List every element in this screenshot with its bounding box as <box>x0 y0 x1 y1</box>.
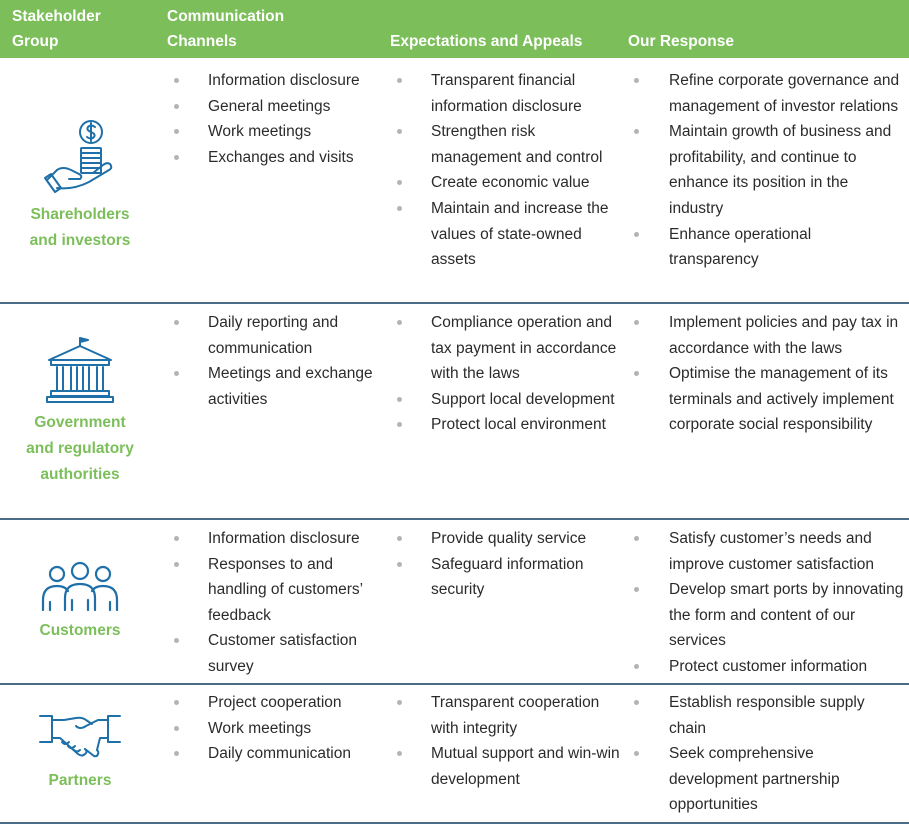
group-label: Partners <box>48 772 112 789</box>
group-label: Government and regulatory authorities <box>26 414 134 483</box>
response-list <box>669 690 904 818</box>
bullet-icon <box>174 104 179 109</box>
bullet-icon <box>634 371 639 376</box>
list-item: Optimise the management of its terminals and actively implement corporate social responsibility <box>669 361 904 438</box>
list-item: Refine corporate governance and management of investor relations <box>669 68 904 119</box>
list-item: Create economic value <box>431 170 621 196</box>
bullet-icon <box>634 78 639 83</box>
list-item: Satisfy customer’s needs and improve customer satisfaction <box>669 526 904 577</box>
expectations-list <box>431 526 621 603</box>
bullet-icon <box>634 664 639 669</box>
list-item: Enhance operational transparency <box>669 222 904 273</box>
bullet-icon <box>174 700 179 705</box>
group-label: Customers <box>39 622 121 639</box>
list-item: Protect customer information <box>669 654 904 680</box>
group-shareholders <box>0 118 160 254</box>
bullet-icon <box>397 397 402 402</box>
bullet-icon <box>174 726 179 731</box>
group-partners <box>0 712 160 794</box>
list-item: Establish responsible supply chain <box>669 690 904 741</box>
list-item: Transparent cooperation with integrity <box>431 690 621 741</box>
hand-coins-dollar-icon <box>43 118 117 196</box>
bullet-icon <box>174 155 179 160</box>
list-item: Maintain and increase the values of state-owned assets <box>431 196 621 273</box>
bullet-icon <box>174 638 179 643</box>
bullet-icon <box>634 129 639 134</box>
header-stakeholder-group: Stakeholder Group <box>12 8 101 50</box>
bullet-icon <box>397 700 402 705</box>
list-item: Information disclosure <box>208 68 383 94</box>
list-item: Maintain growth of business and profitability, and continue to enhance its position in the industry <box>669 119 904 221</box>
response-list <box>669 310 904 438</box>
government-building-icon <box>45 336 115 404</box>
list-item: Develop smart ports by innovating the form and content of our services <box>669 577 904 654</box>
channels-list <box>208 310 383 412</box>
bullet-icon <box>397 562 402 567</box>
list-item: Project cooperation <box>208 690 383 716</box>
bullet-icon <box>174 562 179 567</box>
row-divider <box>0 518 909 520</box>
bullet-icon <box>397 180 402 185</box>
bullet-icon <box>397 78 402 83</box>
channels-list <box>208 68 383 170</box>
bullet-icon <box>174 320 179 325</box>
group-government <box>0 336 160 488</box>
list-item: Transparent financial information disclosure <box>431 68 621 119</box>
bullet-icon <box>174 371 179 376</box>
list-item: Information disclosure <box>208 526 383 552</box>
list-item: Seek comprehensive development partnership opportunities <box>669 741 904 818</box>
channels-list <box>208 690 383 767</box>
list-item: Responses to and handling of customers’ feedback <box>208 552 383 629</box>
list-item: Daily reporting and communication <box>208 310 383 361</box>
row-divider <box>0 302 909 304</box>
list-item: Meetings and exchange activities <box>208 361 383 412</box>
expectations-list <box>431 690 621 792</box>
bullet-icon <box>397 206 402 211</box>
response-list <box>669 68 904 273</box>
list-item: Compliance operation and tax payment in accordance with the laws <box>431 310 621 387</box>
bullet-icon <box>174 129 179 134</box>
response-list <box>669 526 904 680</box>
bullet-icon <box>634 751 639 756</box>
bullet-icon <box>634 536 639 541</box>
list-item: Daily communication <box>208 741 383 767</box>
list-item: Strengthen risk management and control <box>431 119 621 170</box>
expectations-list <box>431 68 621 273</box>
list-item: General meetings <box>208 94 383 120</box>
people-group-icon <box>41 562 119 614</box>
group-label: Shareholders and investors <box>29 206 131 249</box>
list-item: Implement policies and pay tax in accordance with the laws <box>669 310 904 361</box>
group-customers <box>0 562 160 644</box>
handshake-icon <box>38 712 122 758</box>
table-header <box>0 0 909 58</box>
bullet-icon <box>397 129 402 134</box>
list-item: Work meetings <box>208 119 383 145</box>
list-item: Work meetings <box>208 716 383 742</box>
list-item: Exchanges and visits <box>208 145 383 171</box>
bullet-icon <box>397 320 402 325</box>
bullet-icon <box>397 751 402 756</box>
list-item: Provide quality service <box>431 526 621 552</box>
bullet-icon <box>174 751 179 756</box>
list-item: Protect local environment <box>431 412 621 438</box>
row-divider <box>0 822 909 824</box>
bullet-icon <box>634 700 639 705</box>
bullet-icon <box>634 232 639 237</box>
list-item: Support local development <box>431 387 621 413</box>
bullet-icon <box>634 587 639 592</box>
bullet-icon <box>397 536 402 541</box>
bullet-icon <box>397 422 402 427</box>
list-item: Safeguard information security <box>431 552 621 603</box>
header-communication-channels: Communication Channels <box>167 8 285 50</box>
expectations-list <box>431 310 621 438</box>
bullet-icon <box>174 78 179 83</box>
list-item: Mutual support and win-win development <box>431 741 621 792</box>
header-expectations: Expectations and Appeals <box>390 33 583 50</box>
header-our-response: Our Response <box>628 33 734 50</box>
bullet-icon <box>634 320 639 325</box>
row-divider <box>0 683 909 685</box>
channels-list <box>208 526 383 680</box>
list-item: Customer satisfaction survey <box>208 628 383 679</box>
bullet-icon <box>174 536 179 541</box>
